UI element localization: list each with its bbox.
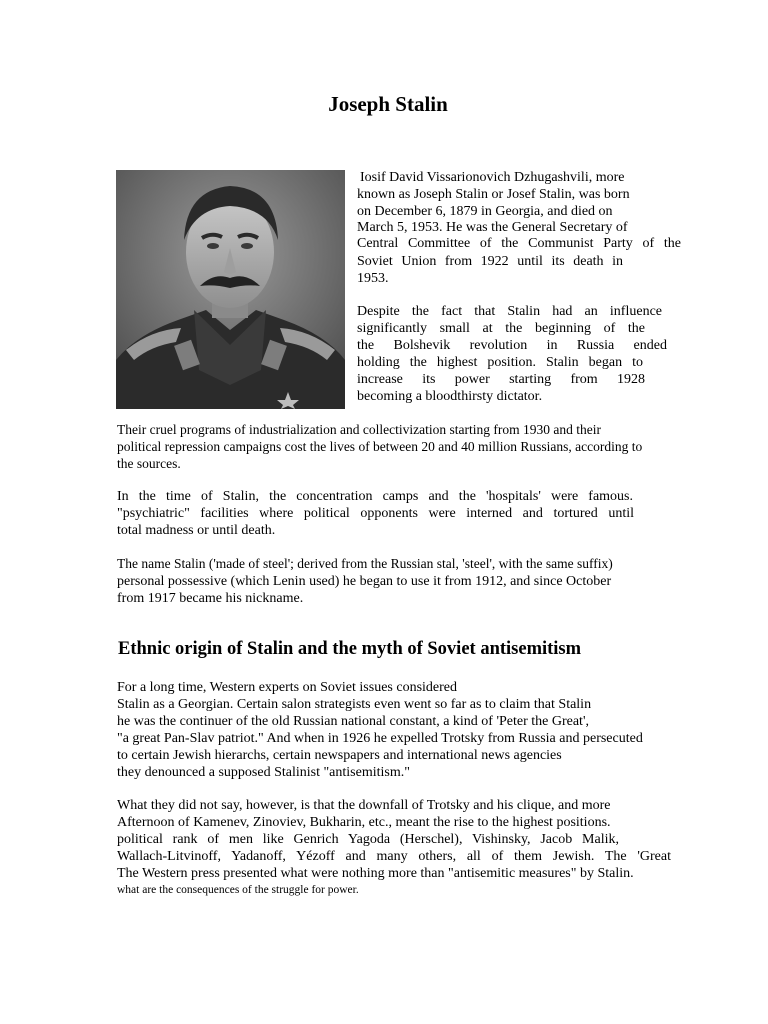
text-line: to certain Jewish hierarchs, certain newspapers and international news agencies: [117, 748, 562, 763]
text-line: they denounced a supposed Stalinist "antisemitism.": [117, 765, 410, 780]
text-line: what are the consequences of the struggle for power.: [117, 884, 359, 896]
text-line: the Bolshevik revolution in Russia ended: [357, 338, 667, 353]
text-line: Afternoon of Kamenev, Zinoviev, Bukharin, etc., meant the rise to the highest positions.: [117, 815, 611, 830]
text-line: increase its power starting from 1928: [357, 372, 645, 387]
text-line: personal possessive (which Lenin used) he began to use it from 1912, and since October: [117, 574, 612, 589]
portrait-photo: [116, 170, 345, 409]
section-heading: Ethnic origin of Stalin and the myth of Soviet antisemitism: [118, 639, 582, 659]
text-line: political repression campaigns cost the lives of between 20 and 40 million Russians, according to: [117, 439, 643, 454]
text-line: Central Committee of the Communist Party of the: [357, 236, 681, 251]
text-line: holding the highest position. Stalin began to: [357, 355, 643, 370]
text-line: from 1917 became his nickname.: [117, 591, 304, 606]
text-line: Soviet Union from 1922 until its death in: [357, 254, 623, 269]
text-line: political rank of men like Genrich Yagoda (Herschel), Vishinsky, Jacob Malik,: [117, 832, 619, 847]
text-line: he was the continuer of the old Russian national constant, a kind of 'Peter the Great',: [117, 714, 589, 729]
text-line: March 5, 1953. He was the General Secretary of: [357, 220, 628, 235]
text-line: significantly small at the beginning of the: [357, 321, 645, 336]
text-line: Despite the fact that Stalin had an influence: [357, 304, 662, 319]
text-line: Iosif David Vissarionovich Dzhugashvili, more: [360, 170, 625, 185]
text-line: What they did not say, however, is that the downfall of Trotsky and his clique, and more: [117, 798, 611, 813]
text-line: Their cruel programs of industrialization and collectivization starting from 1930 and their: [117, 422, 601, 437]
text-line: 1953.: [357, 271, 389, 286]
text-line: on December 6, 1879 in Georgia, and died on: [357, 204, 613, 219]
text-line: "psychiatric" facilities where political opponents were interned and tortured until: [117, 506, 634, 521]
text-line: the sources.: [117, 456, 181, 471]
text-line: For a long time, Western experts on Soviet issues considered: [117, 680, 457, 695]
page-title: Joseph Stalin: [328, 92, 448, 116]
text-line: In the time of Stalin, the concentration camps and the 'hospitals' were famous.: [117, 489, 633, 504]
text-line: The name Stalin ('made of steel'; derived from the Russian stal, 'steel', with the same suffix): [117, 556, 613, 571]
text-line: Wallach-Litvinoff, Yadanoff, Yézoff and many others, all of them Jewish. The 'Great: [117, 849, 671, 864]
text-line: known as Joseph Stalin or Josef Stalin, was born: [357, 187, 630, 202]
text-line: Stalin as a Georgian. Certain salon strategists even went so far as to claim that Stalin: [117, 697, 592, 712]
text-line: The Western press presented what were nothing more than "antisemitic measures" by Stalin.: [117, 866, 634, 881]
text-line: becoming a bloodthirsty dictator.: [357, 389, 543, 404]
text-line: total madness or until death.: [117, 523, 276, 538]
text-line: "a great Pan-Slav patriot." And when in 1926 he expelled Trotsky from Russia and persecuted: [117, 731, 643, 746]
